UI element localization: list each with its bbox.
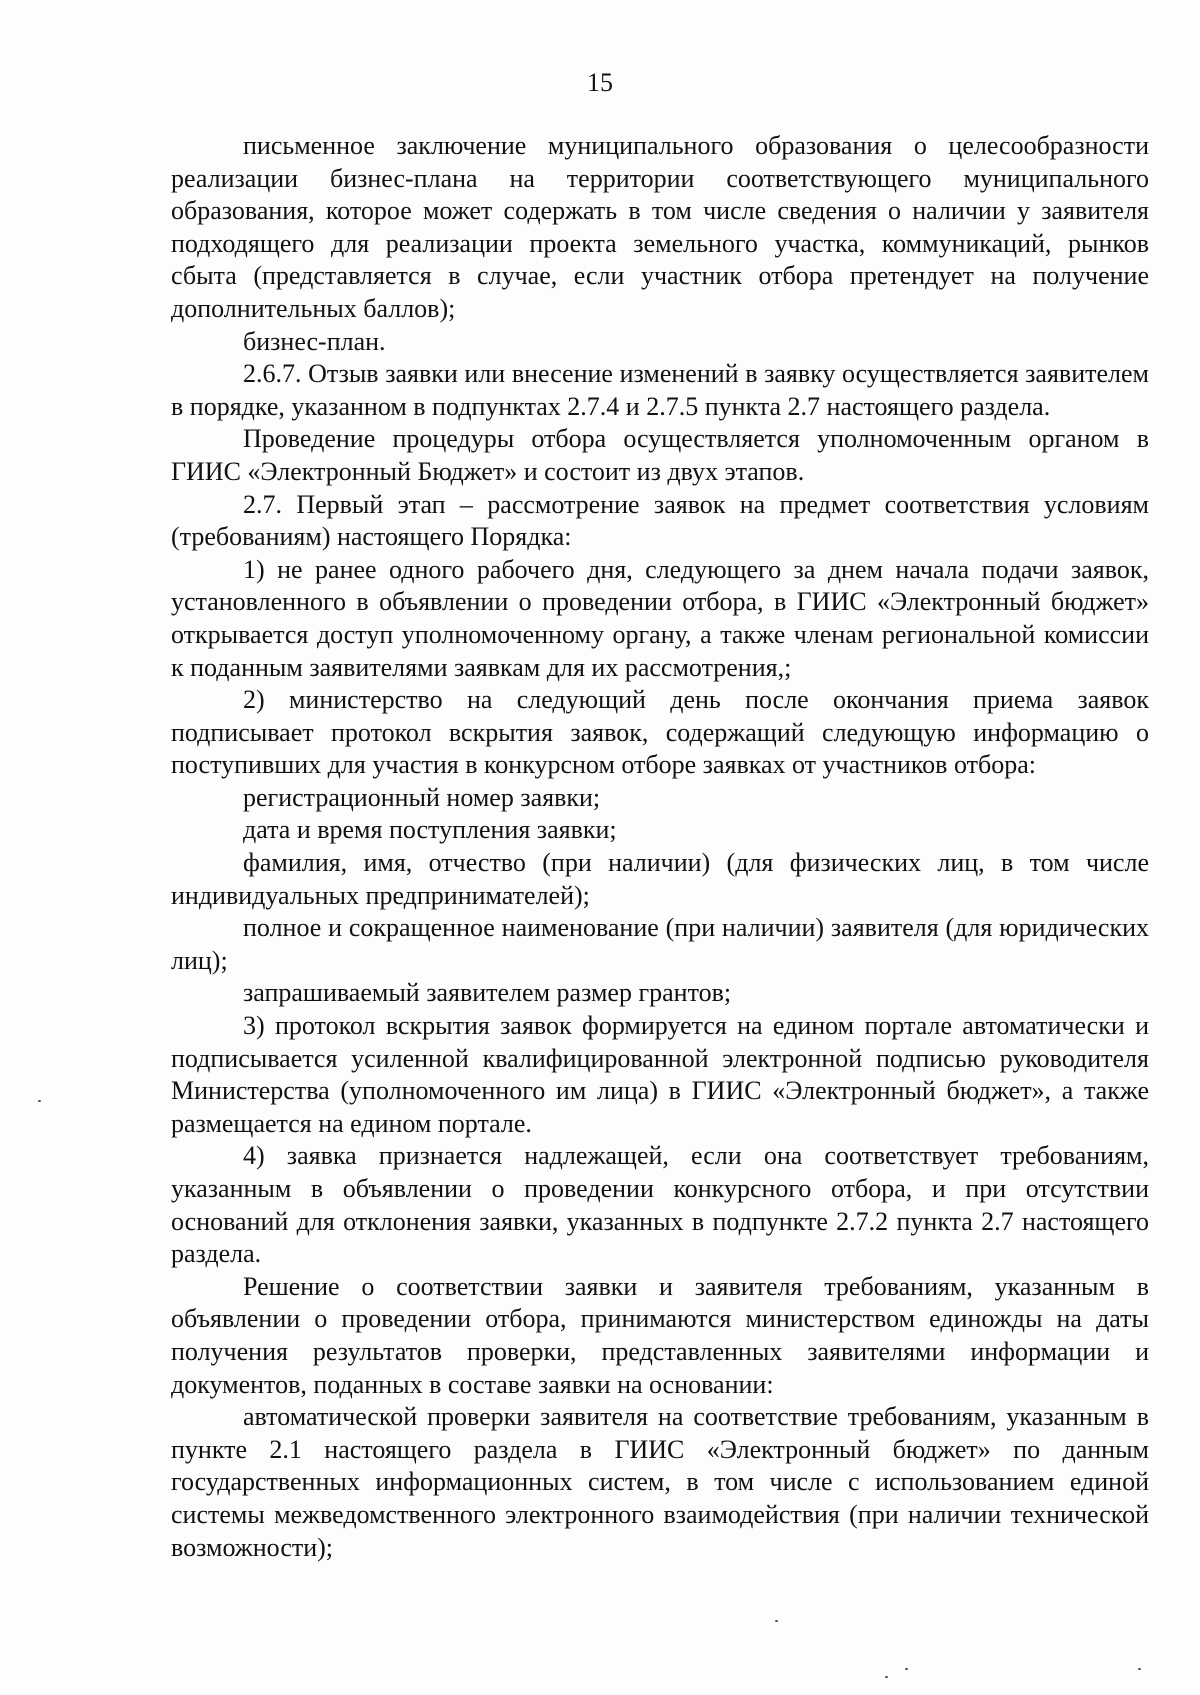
paragraph-automatic-check: автоматической проверки заявителя на соответствие требованиям, указанным в пункте 2.1 настоящего раздела в ГИИС «Электронный бюджет» по данным государственных информационных систем, в том числе с использованием единой системы межведомственного электронного взаимодействия (при наличии технической возможности); <box>171 1402 1149 1562</box>
paragraph-grant-size: запрашиваемый заявителем размер грантов; <box>243 978 732 1008</box>
paragraph-item-3: 3) протокол вскрытия заявок формируется на едином портале автоматически и подписывается усиленной квалифицированной электронной подписью руководителя Министерства (уполномоченного им лица) в ГИИС «Электронный бюджет», а также размещается на едином портале. <box>171 1011 1149 1138</box>
paragraph-selection-procedure: Проведение процедуры отбора осуществляется уполномоченным органом в ГИИС «Электронный Бюджет» и состоит из двух этапов. <box>171 424 1149 486</box>
paragraph-org-name: полное и сокращенное наименование (при наличии) заявителя (для юридических лиц); <box>171 913 1149 975</box>
paragraph-decision: Решение о соответствии заявки и заявителя требованиям, указанным в объявлении о проведении отбора, принимаются министерством единожды на даты получения результатов проверки, представленных заявителями информации и документов, поданных в составе заявки на основании: <box>171 1271 1149 1399</box>
paragraph-2-7: 2.7. Первый этап – рассмотрение заявок на предмет соответствия условиям (требованиям) настоящего Порядка: <box>171 489 1149 552</box>
paragraph-item-1: 1) не ранее одного рабочего дня, следующего за днем начала подачи заявок, установленного в объявлении о проведении отбора, в ГИИС «Электронный бюджет» открывается доступ уполномоченному органу, а также членам региональной комиссии к поданным заявителями заявкам для их рассмотрения,; <box>171 554 1149 682</box>
scan-speck <box>1138 1668 1141 1670</box>
paragraph-item-2: 2) министерство на следующий день после окончания приема заявок подписывает протокол вскрытия заявок, содержащий следующую информацию о поступивших для участия в конкурсном отборе заявках от участников отбора: <box>171 685 1149 780</box>
scan-speck <box>38 1100 41 1102</box>
paragraph-item-4: 4) заявка признается надлежащей, если она соответствует требованиям, указанным в объявлении о проведении конкурсного отбора, и при отсутствии оснований для отклонения заявки, указанных в подпункте 2.7.2 пункта 2.7 настоящего раздела. <box>171 1141 1149 1269</box>
scan-speck <box>775 1620 778 1622</box>
paragraph-conclusion: письменное заключение муниципального образования о целесообразности реализации бизнес-плана на территории соответствующего муниципального образования, которое может содержать в том числе сведения о наличии у заявителя подходящего для реализации проекта земельного участка, коммуникаций, рынков сбыта (представляется в случае, если участник отбора претендует на получение дополнительных баллов); <box>171 131 1149 323</box>
scan-speck <box>905 1668 908 1670</box>
paragraph-2-6-7: 2.6.7. Отзыв заявки или внесение изменений в заявку осуществляется заявителем в порядке, указанном в подпунктах 2.7.4 и 2.7.5 пункта 2.7 настоящего раздела. <box>171 359 1149 421</box>
paragraph-date-time: дата и время поступления заявки; <box>243 815 617 845</box>
page-number: 15 <box>587 68 613 97</box>
paragraph-reg-number: регистрационный номер заявки; <box>243 782 601 812</box>
document-body <box>171 130 1149 1564</box>
paragraph-business-plan: бизнес-план. <box>243 326 386 356</box>
scan-speck <box>885 1676 888 1678</box>
paragraph-full-name: фамилия, имя, отчество (при наличии) (для физических лиц, в том числе индивидуальных предпринимателей); <box>171 848 1149 910</box>
